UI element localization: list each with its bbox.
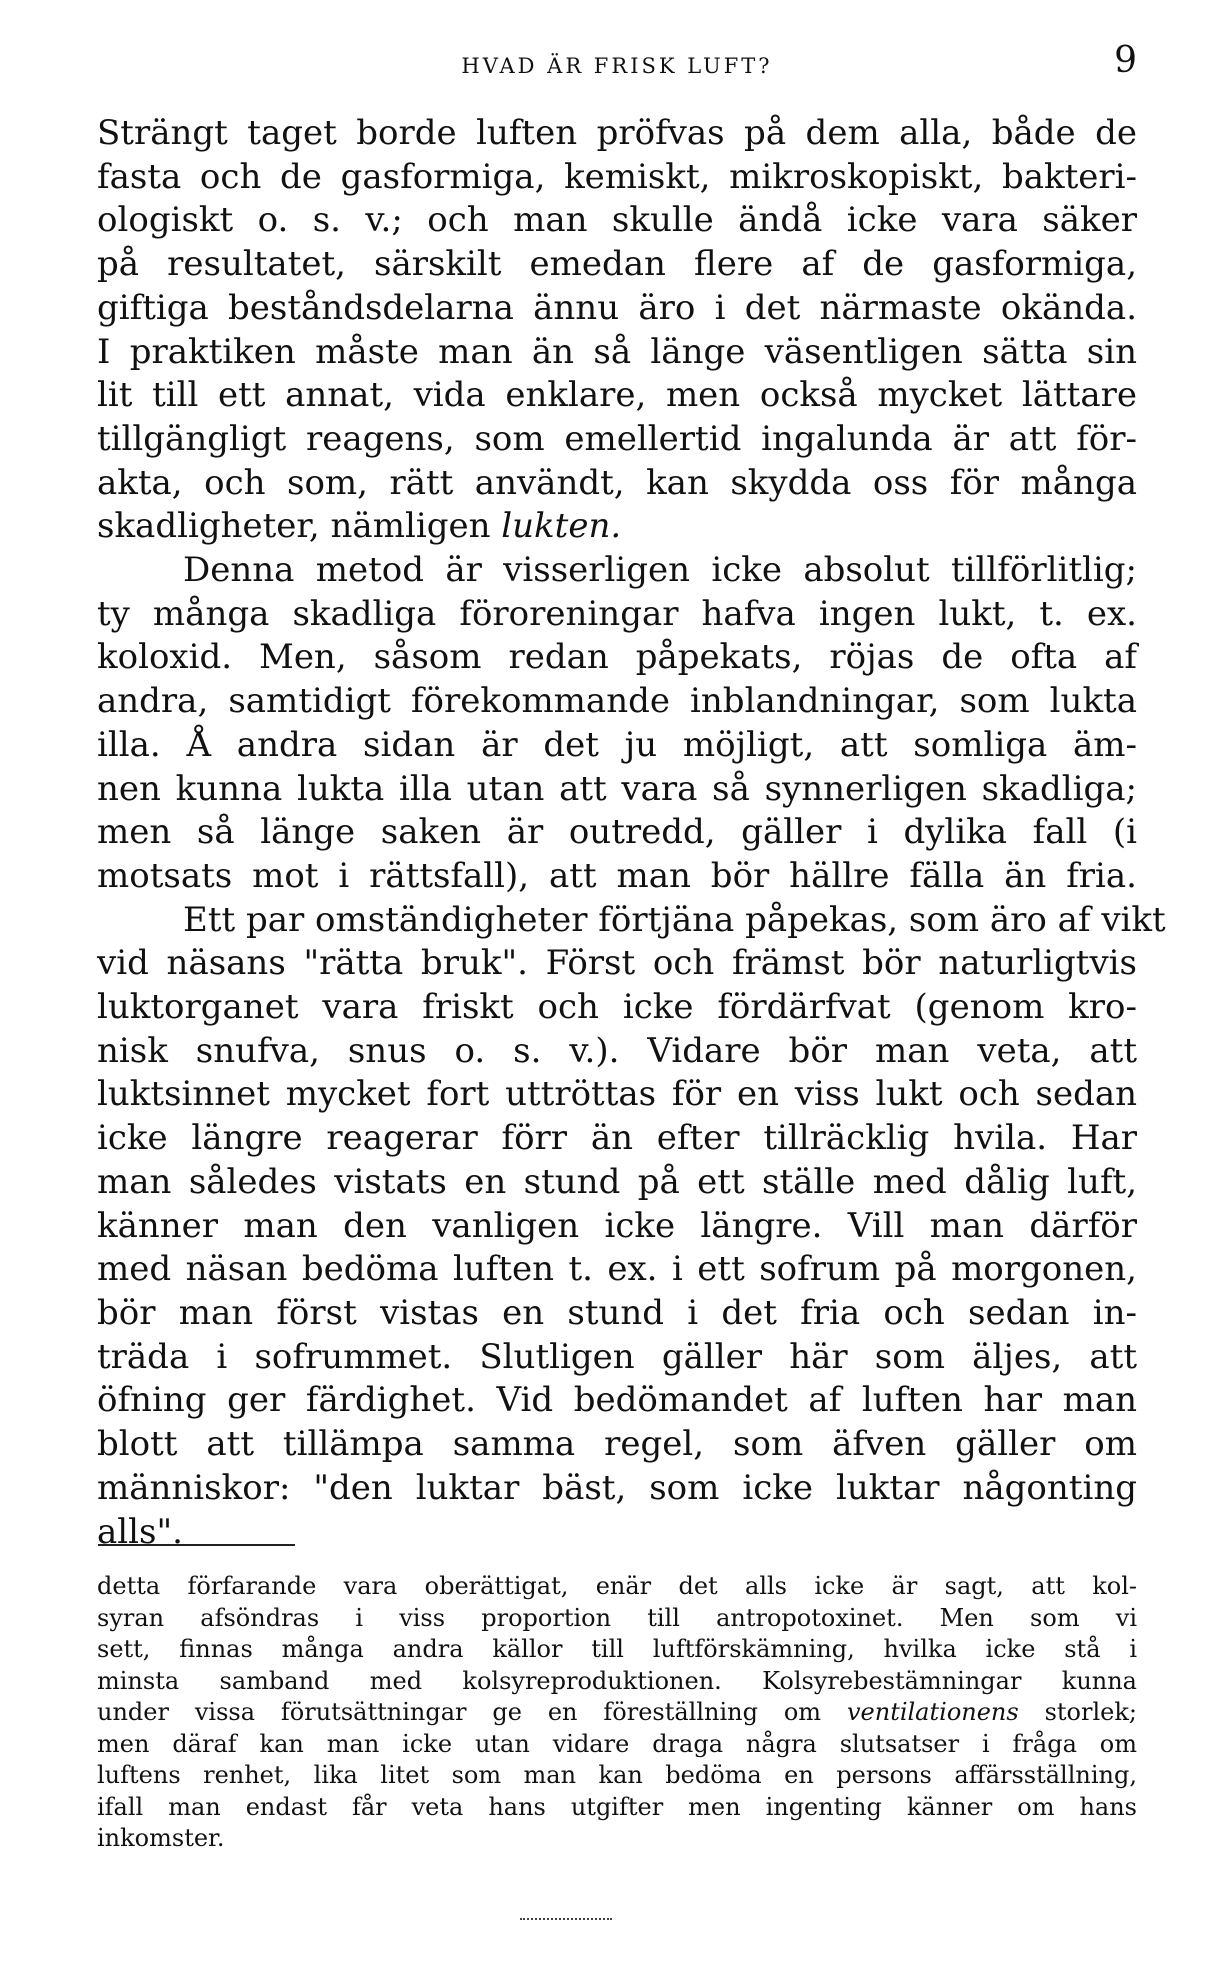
text-line: giftiga beståndsdelarna ännu äro i det närmaste okända. <box>97 287 1137 328</box>
text-line: lit till ett annat, vida enklare, men också mycket lättare <box>97 375 1137 416</box>
text-line: ty många skadliga föroreningar hafva ingen lukt, t. ex. <box>97 593 1137 634</box>
text-line: tillgängligt reagens, som emellertid ingalunda är att för- <box>97 418 1137 459</box>
text-line: nen kunna lukta illa utan att vara så synnerligen skadliga; <box>97 768 1137 809</box>
text-fragment: storlek; <box>1018 1698 1137 1726</box>
text-line: på resultatet, särskilt emedan flere af de gasformiga, <box>97 244 1137 285</box>
text-line: Ett par omständigheter förtjäna påpekas, som äro af vikt <box>183 899 1166 940</box>
text-line: men så länge saken är outredd, gäller i dylika fall (i <box>97 812 1137 853</box>
text-line: Strängt taget borde luften pröfvas på dem alla, både de <box>97 113 1137 153</box>
text-line: fasta och de gasformiga, kemiskt, mikroskopiskt, bakteri- <box>97 156 1137 197</box>
italic-word: ventilationens <box>846 1698 1019 1726</box>
italic-word: lukten. <box>501 506 622 547</box>
text-line: akta, och som, rätt användt, kan skydda oss för många <box>97 462 1137 503</box>
text-line: koloxid. Men, såsom redan påpekats, röjas de ofta af <box>97 637 1137 678</box>
footnote-line: syran afsöndras i viss proportion till antropotoxinet. Men som vi <box>97 1603 1137 1632</box>
text-line <box>97 505 1137 549</box>
bottom-ornament-rule <box>520 1918 612 1920</box>
footnote-divider <box>98 1544 295 1546</box>
text-line: känner man den vanligen icke längre. Vill man därför <box>97 1205 1137 1246</box>
running-title: HVAD ÄR FRISK LUFT? <box>461 54 773 78</box>
footnote-line: detta förfarande vara oberättigat, enär det alls icke är sagt, att kol- <box>97 1572 1137 1600</box>
footnote-line <box>97 1697 1137 1729</box>
text-line: man således vistats en stund på ett ställe med dålig luft, <box>97 1161 1137 1202</box>
text-line: bör man först vistas en stund i det fria och sedan in- <box>97 1292 1137 1333</box>
footnote-line: men däraf kan man icke utan vidare draga några slutsatser i fråga om <box>97 1729 1137 1758</box>
text-line: med näsan bedöma luften t. ex. i ett sofrum på morgonen, <box>97 1249 1137 1290</box>
text-line: luktorganet vara friskt och icke fördärfvat (genom kro- <box>97 987 1137 1028</box>
text-line: alls". <box>97 1511 183 1552</box>
text-line: ologiskt o. s. v.; och man skulle ändå icke vara säker <box>97 200 1137 241</box>
page-number: 9 <box>1114 40 1137 81</box>
text-fragment: skadligheter, nämligen <box>97 506 502 547</box>
footnote-line: sett, finnas många andra källor till luftförskämning, hvilka icke stå i <box>97 1635 1137 1663</box>
footnote <box>97 1571 1137 1855</box>
text-line: luktsinnet mycket fort uttröttas för en viss lukt och sedan <box>97 1074 1137 1115</box>
text-line: motsats mot i rättsfall), att man bör hällre fälla än fria. <box>97 855 1137 896</box>
text-line: Denna metod är visserligen icke absolut tillförlitlig; <box>183 550 1137 591</box>
text-line: människor: "den luktar bäst, som icke luktar någonting <box>97 1467 1137 1508</box>
footnote-line: minsta samband med kolsyreproduktionen. Kolsyrebestämningar kunna <box>97 1666 1137 1695</box>
text-line: icke längre reagerar förr än efter tillräcklig hvila. Har <box>97 1118 1137 1159</box>
footnote-line: luftens renhet, lika litet som man kan bedöma en persons affärsställning, <box>97 1761 1137 1789</box>
page-header <box>97 40 1137 90</box>
text-line: andra, samtidigt förekommande inblandningar, som lukta <box>97 681 1137 722</box>
text-line: vid näsans "rätta bruk". Först och främst bör naturligtvis <box>97 943 1137 984</box>
text-fragment: under vissa förutsättningar ge en föreställning om <box>97 1698 847 1726</box>
text-line: illa. Å andra sidan är det ju möjligt, att somliga äm- <box>97 724 1137 765</box>
text-line: blott att tillämpa samma regel, som äfven gäller om <box>97 1424 1137 1465</box>
text-line: I praktiken måste man än så länge väsentligen sätta sin <box>97 331 1137 372</box>
text-line: öfning ger färdighet. Vid bedömandet af luften har man <box>97 1380 1137 1421</box>
text-line: nisk snufva, snus o. s. v.). Vidare bör man veta, att <box>97 1030 1137 1071</box>
footnote-line: ifall man endast får veta hans utgifter men ingenting känner om hans <box>97 1792 1137 1821</box>
body-text <box>97 112 1166 1554</box>
footnote-line: inkomster. <box>97 1824 225 1852</box>
text-line: träda i sofrummet. Slutligen gäller här som äljes, att <box>97 1336 1137 1377</box>
